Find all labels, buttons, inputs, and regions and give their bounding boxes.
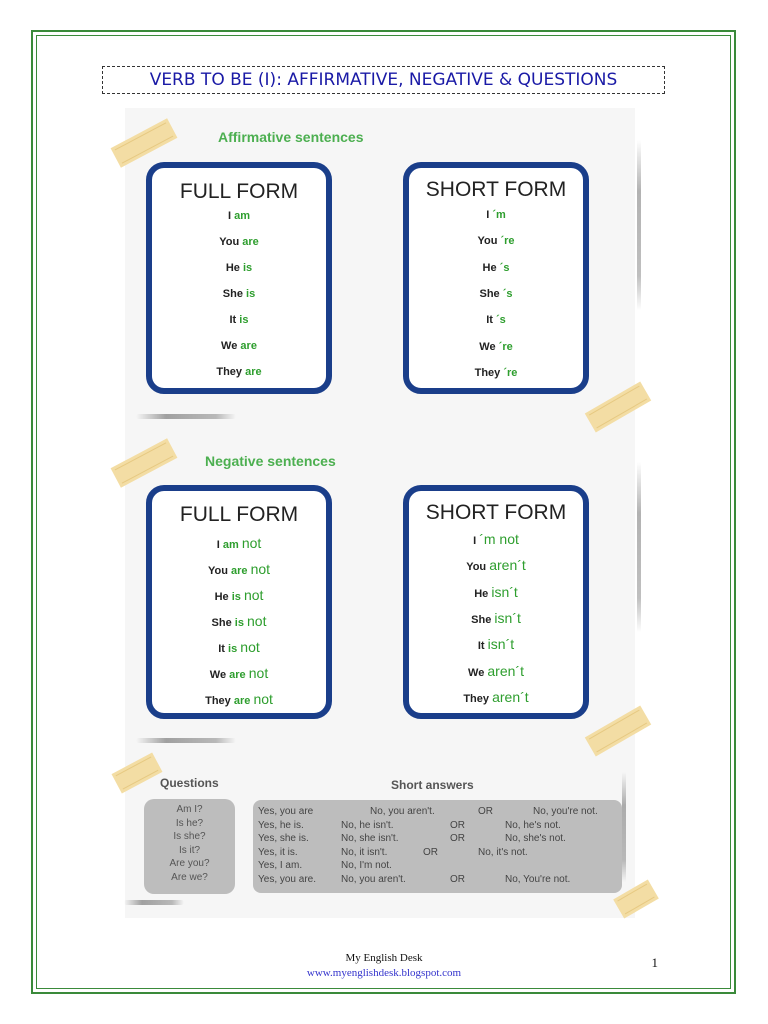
verb-word: are: [230, 565, 248, 577]
card-title: FULL FORM: [179, 503, 299, 526]
short-answers-heading: Short answers: [391, 778, 474, 792]
card-title: SHORT FORM: [425, 178, 567, 201]
form-row: [152, 639, 326, 655]
subject-word: I: [216, 539, 220, 551]
form-row: [409, 288, 583, 300]
questions-box: [144, 799, 235, 894]
footer-site-name: My English Desk: [345, 952, 423, 964]
subject-word: She: [479, 287, 500, 300]
short-answer-no: No, she isn't.: [341, 833, 399, 845]
question-item: Is she?: [173, 831, 206, 842]
verb-word: ´s: [502, 287, 513, 300]
verb-word: is: [231, 591, 241, 603]
form-row: [152, 561, 326, 577]
form-row: [409, 341, 583, 353]
subject-word: I: [473, 535, 477, 547]
form-row: [409, 584, 583, 600]
negation-word: not: [250, 561, 271, 577]
short-answer-alt: No, you're not.: [533, 806, 598, 817]
short-answer-alt: No, she's not.: [505, 833, 566, 845]
subject-word: They: [474, 366, 501, 379]
short-answer-yes: Yes, it is.: [258, 846, 298, 858]
verb-word: are: [233, 695, 251, 707]
short-answer-alt: No, You're not.: [505, 874, 571, 885]
subject-word: They: [463, 692, 490, 705]
form-row: [152, 314, 326, 326]
question-item: Is it?: [178, 844, 201, 856]
form-row: [152, 288, 326, 300]
form-row: [152, 340, 326, 352]
form-row: [152, 210, 326, 222]
page-shadow: [136, 414, 236, 419]
subject-word: They: [216, 366, 243, 378]
short-answer-or: OR: [423, 846, 438, 858]
subject-word: She: [211, 617, 232, 629]
verb-word: is: [234, 617, 244, 629]
form-row: [409, 531, 583, 547]
form-row: [409, 557, 583, 573]
short-answer-no: No, he isn't.: [341, 819, 394, 831]
negation-word: not: [253, 691, 273, 707]
negation-word: not: [243, 587, 264, 603]
subject-word: You: [207, 565, 228, 577]
short-answer-yes: Yes, I am.: [258, 860, 303, 872]
subject-word: He: [482, 261, 497, 274]
subject-word: She: [471, 613, 492, 626]
verb-word: is: [228, 643, 238, 655]
negation-word: not: [240, 639, 260, 655]
card-title: FULL FORM: [179, 180, 299, 203]
verb-word: is: [246, 288, 256, 300]
verb-word: ´re: [503, 366, 518, 379]
form-row: [409, 262, 583, 274]
form-row: [409, 235, 583, 247]
form-row: [409, 209, 583, 221]
negation-word: aren´t: [492, 688, 529, 705]
subject-word: I: [486, 209, 490, 221]
negation-word: isn´t: [487, 636, 515, 653]
short-answer-no: No, I'm not.: [341, 860, 392, 872]
verb-word: ´re: [498, 340, 513, 353]
verb-word: is: [242, 262, 253, 274]
verb-word: ´re: [500, 235, 515, 248]
form-row: [152, 236, 326, 248]
short-answers-box: [253, 800, 622, 893]
subject-word: She: [222, 288, 243, 300]
subject-word: We: [221, 340, 238, 352]
negation-word: isn´t: [491, 583, 518, 600]
short-answer-yes: Yes, you are.: [258, 874, 317, 885]
subject-word: It: [477, 640, 485, 653]
page-number: 1: [651, 955, 658, 970]
short-answer-yes: Yes, he is.: [258, 819, 304, 831]
negative-short-form-card: [403, 485, 589, 719]
page-shadow: [637, 140, 641, 310]
form-row: [152, 665, 326, 681]
verb-word: ´s: [496, 314, 506, 327]
subject-word: We: [468, 666, 485, 679]
negative-heading: Negative sentences: [205, 453, 336, 469]
page-shadow: [124, 900, 184, 905]
short-answer-or: OR: [450, 819, 465, 831]
negation-word: not: [247, 613, 267, 629]
verb-word: is: [239, 314, 249, 326]
subject-word: You: [477, 235, 498, 248]
short-answer-or: OR: [450, 833, 465, 845]
form-row: [152, 535, 326, 551]
question-item: Is he?: [175, 817, 204, 829]
affirmative-short-form-card: [403, 162, 589, 394]
verb-word: ´s: [499, 261, 510, 274]
negation-word: not: [241, 535, 262, 551]
subject-word: He: [474, 587, 489, 600]
form-row: [152, 691, 326, 707]
subject-word: I: [227, 210, 232, 222]
verb-word: are: [229, 669, 246, 681]
subject-word: It: [218, 643, 225, 655]
subject-word: He: [214, 591, 229, 603]
questions-heading: Questions: [160, 776, 219, 790]
verb-word: are: [245, 366, 262, 378]
short-answer-no: No, you aren't.: [370, 806, 435, 817]
form-row: [152, 613, 326, 629]
subject-word: We: [479, 340, 496, 353]
short-answer-no: No, you aren't.: [341, 874, 406, 885]
page-shadow: [622, 772, 626, 882]
verb-word: am: [234, 210, 251, 222]
page-shadow: [136, 738, 236, 743]
footer-url-link[interactable]: www.myenglishdesk.blogspot.com: [306, 967, 462, 979]
short-answer-yes: Yes, she is.: [258, 833, 309, 845]
form-row: [409, 314, 583, 326]
subject-word: You: [219, 236, 240, 248]
question-item: Are we?: [171, 871, 208, 883]
negation-word: aren´t: [489, 557, 526, 574]
form-row: [152, 366, 326, 378]
subject-word: You: [466, 561, 487, 574]
short-answer-or: OR: [450, 874, 465, 885]
short-answer-yes: Yes, you are: [258, 806, 314, 817]
page-title: VERB TO BE (I): AFFIRMATIVE, NEGATIVE & QUESTIONS: [102, 66, 665, 94]
affirmative-heading: Affirmative sentences: [218, 129, 364, 145]
subject-word: He: [225, 262, 240, 274]
negation-word: not: [248, 665, 269, 681]
form-row: [409, 610, 583, 626]
short-answer-alt: No, it's not.: [478, 846, 528, 858]
verb-word: am: [222, 539, 239, 551]
negation-word: isn´t: [494, 609, 521, 626]
subject-word: They: [205, 695, 231, 707]
affirmative-full-form-card: [146, 162, 332, 394]
short-answer-alt: No, he's not.: [505, 819, 561, 831]
subject-word: It: [486, 314, 493, 327]
short-answer-or: OR: [478, 806, 493, 817]
form-row: [409, 663, 583, 679]
subject-word: We: [209, 669, 227, 681]
subject-word: It: [229, 314, 237, 326]
verb-word: are: [242, 236, 259, 248]
form-row: [152, 587, 326, 603]
verb-word: ´m: [492, 209, 506, 221]
question-item: Am I?: [176, 804, 203, 815]
card-title: SHORT FORM: [425, 501, 567, 524]
form-row: [409, 689, 583, 705]
form-row: [409, 367, 583, 379]
negative-full-form-card: [146, 485, 332, 719]
page-shadow: [637, 462, 641, 632]
verb-word: are: [240, 340, 257, 352]
question-item: Are you?: [169, 858, 210, 869]
negation-word: aren´t: [487, 662, 524, 679]
negation-word: ´m not: [479, 531, 519, 547]
form-row: [152, 262, 326, 274]
short-answer-no: No, it isn't.: [341, 846, 388, 858]
form-row: [409, 636, 583, 652]
